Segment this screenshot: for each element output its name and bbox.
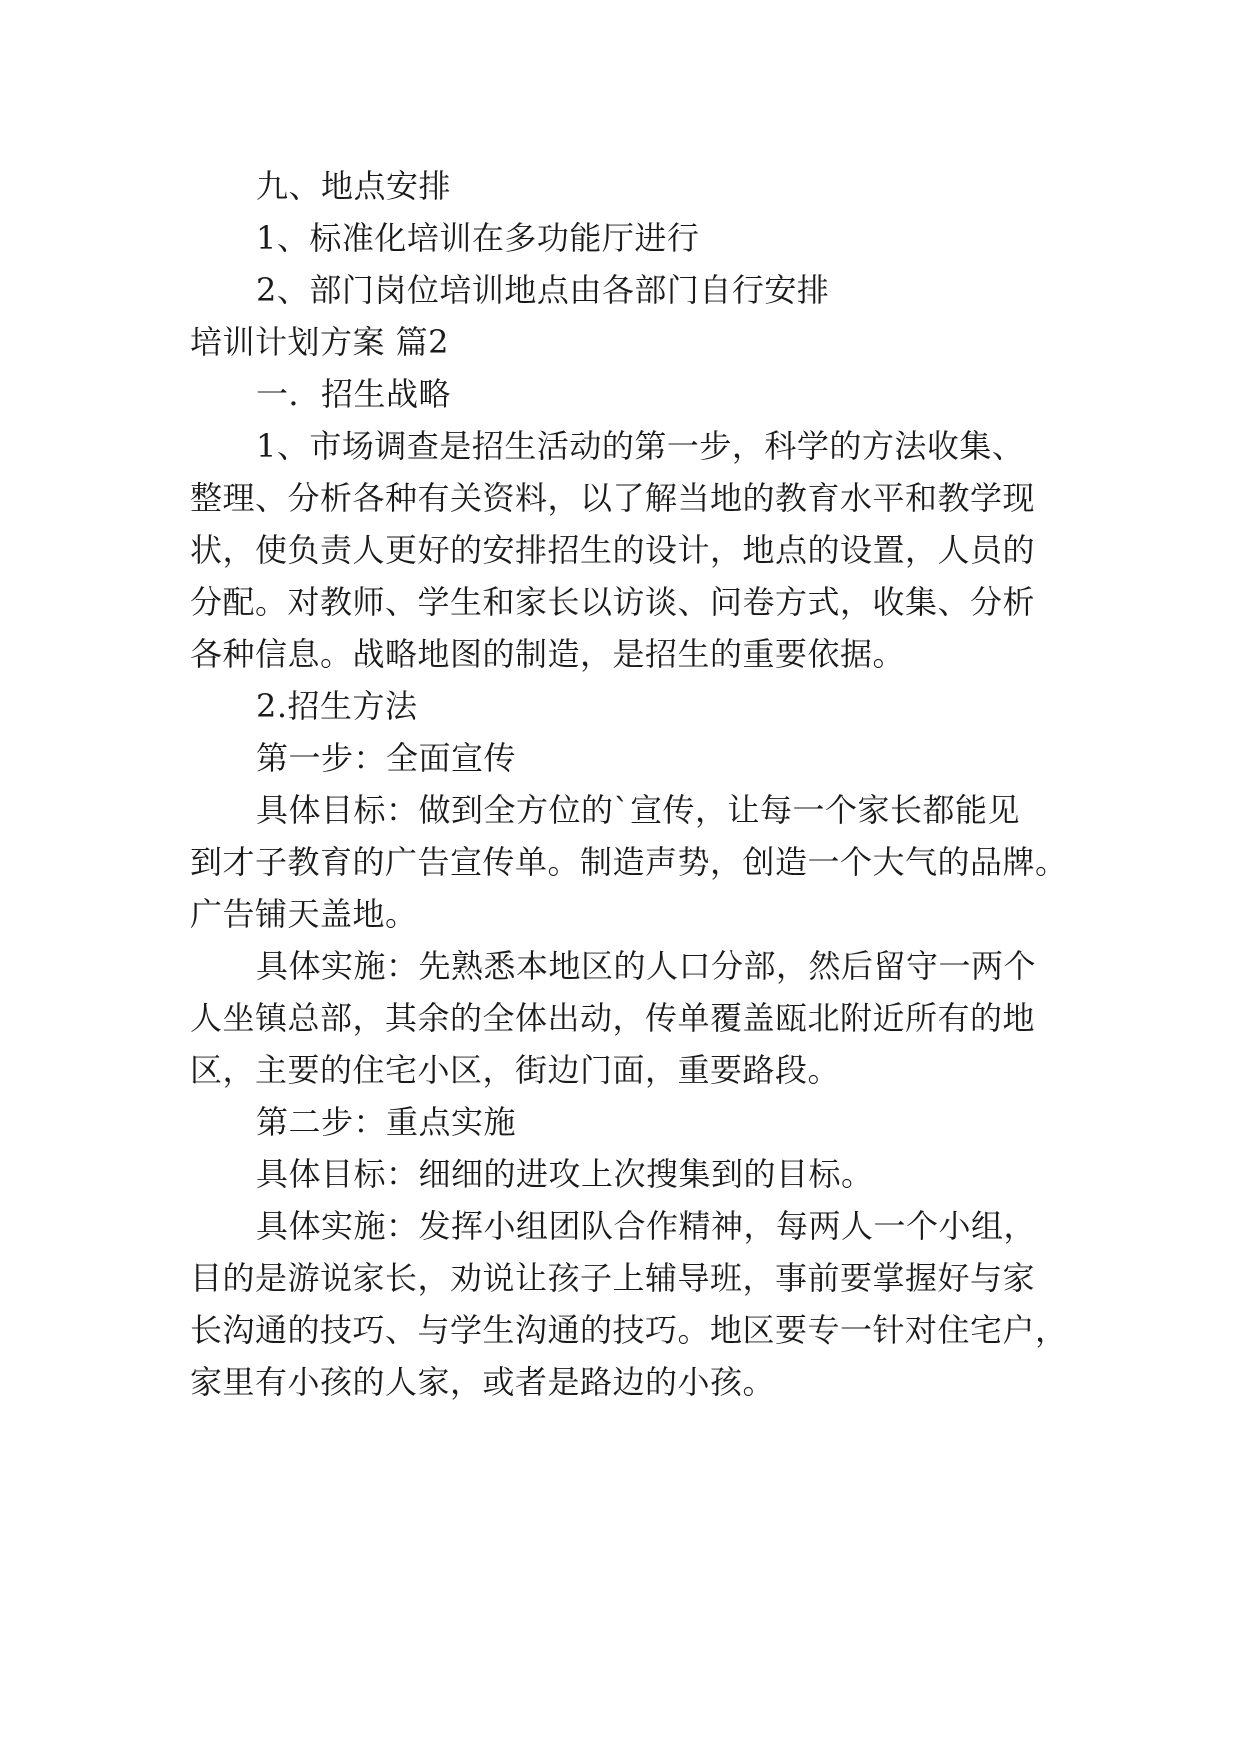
paragraph-line: 长沟通的技巧、与学生沟通的技巧。地区要专一针对住宅户， — [190, 1311, 1068, 1349]
paragraph-line: 广告铺天盖地。 — [190, 895, 418, 933]
paragraph-line: 整理、分析各种有关资料，以了解当地的教育水平和教学现 — [190, 479, 1036, 517]
paragraph-line: 1、标准化培训在多功能厅进行 — [256, 219, 700, 257]
paragraph-line: 各种信息。战略地图的制造，是招生的重要依据。 — [190, 635, 906, 673]
step-heading: 第一步：全面宣传 — [256, 739, 517, 777]
paragraph-line: 2、部门岗位培训地点由各部门自行安排 — [256, 271, 830, 309]
article-title: 培训计划方案 篇2 — [190, 323, 450, 361]
paragraph-line: 具体目标：做到全方位的`宣传，让每一个家长都能见 — [256, 791, 1021, 829]
paragraph-line: 具体实施：先熟悉本地区的人口分部，然后留守一两个 — [256, 947, 1037, 985]
paragraph-line: 到才子教育的广告宣传单。制造声势，创造一个大气的品牌。 — [190, 843, 1068, 881]
paragraph-line: 具体实施：发挥小组团队合作精神，每两人一个小组， — [256, 1207, 1037, 1245]
paragraph-line: 家里有小孩的人家，或者是路边的小孩。 — [190, 1363, 776, 1401]
section-heading-methods: 2.招生方法 — [256, 687, 418, 725]
paragraph-line: 1、市场调查是招生活动的第一步，科学的方法收集、 — [256, 427, 1025, 465]
paragraph-line: 分配。对教师、学生和家长以访谈、问卷方式，收集、分析 — [190, 583, 1036, 621]
section-heading-location: 九、地点安排 — [256, 167, 452, 205]
section-heading-strategy: 一．招生战略 — [256, 375, 452, 413]
paragraph-line: 目的是游说家长，劝说让孩子上辅导班，事前要掌握好与家 — [190, 1259, 1036, 1297]
paragraph-line: 状，使负责人更好的安排招生的设计，地点的设置，人员的 — [190, 531, 1036, 569]
document-body — [190, 160, 1068, 1408]
paragraph-line: 区，主要的住宅小区，街边门面，重要路段。 — [190, 1051, 841, 1089]
paragraph-line: 具体目标：细细的进攻上次搜集到的目标。 — [256, 1155, 874, 1193]
paragraph-line: 人坐镇总部，其余的全体出动，传单覆盖瓯北附近所有的地 — [190, 999, 1036, 1037]
step-heading: 第二步：重点实施 — [256, 1103, 517, 1141]
